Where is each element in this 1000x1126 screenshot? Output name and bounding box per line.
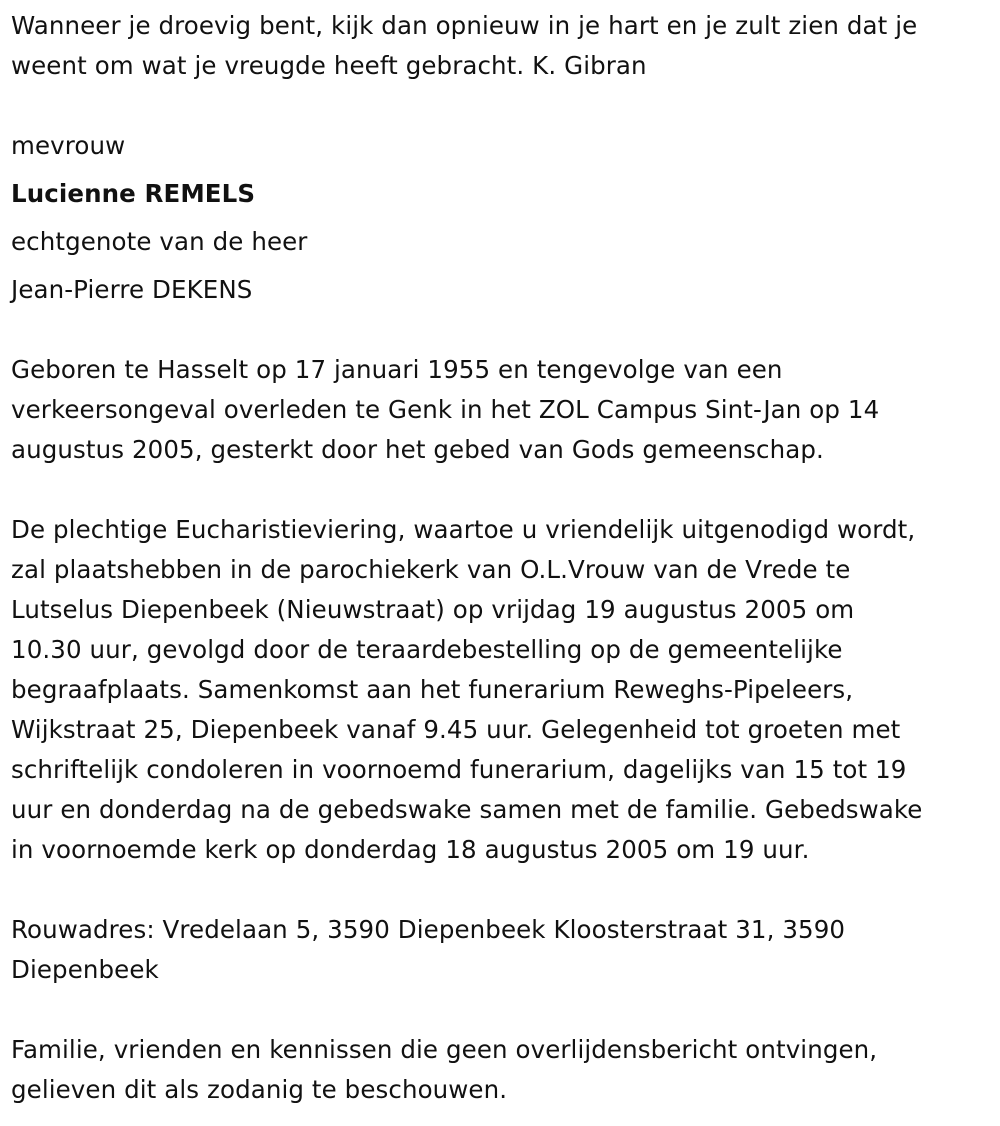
deceased-name: Lucienne REMELS (11, 179, 256, 208)
deceased-title: mevrouw (11, 131, 126, 160)
closing-paragraph (11, 1030, 877, 1110)
quote-line-2: weent om wat je vreugde heeft gebracht. K. Gibran (11, 51, 647, 80)
ceremony-line-8: uur en donderdag na de gebedswake samen met de familie. Gebedswake (11, 795, 923, 824)
ceremony-line-9: in voornoemde kerk op donderdag 18 augustus 2005 om 19 uur. (11, 835, 810, 864)
mourning-address-paragraph (11, 910, 845, 990)
ceremony-line-6: Wijkstraat 25, Diepenbeek vanaf 9.45 uur. Gelegenheid tot groeten met (11, 715, 901, 744)
closing-line-2: gelieven dit als zodanig te beschouwen. (11, 1075, 508, 1104)
ceremony-line-1: De plechtige Eucharistieviering, waartoe u vriendelijk uitgenodigd wordt, (11, 515, 916, 544)
spouse-name: Jean-Pierre DEKENS (11, 275, 253, 304)
ceremony-line-2: zal plaatshebben in de parochiekerk van O.L.Vrouw van de Vrede te (11, 555, 851, 584)
address-line-2: Diepenbeek (11, 955, 159, 984)
closing-line-1: Familie, vrienden en kennissen die geen overlijdensbericht ontvingen, (11, 1035, 878, 1064)
opening-quote (11, 6, 917, 86)
relation-text: echtgenote van de heer (11, 227, 308, 256)
address-line-1: Rouwadres: Vredelaan 5, 3590 Diepenbeek Kloosterstraat 31, 3590 (11, 915, 846, 944)
ceremony-paragraph (11, 510, 922, 870)
ceremony-line-4: 10.30 uur, gevolgd door de teraardebestelling op de gemeentelijke (11, 635, 843, 664)
birth-death-paragraph (11, 350, 879, 470)
birth-death-line-3: augustus 2005, gesterkt door het gebed van Gods gemeenschap. (11, 435, 824, 464)
birth-death-line-2: verkeersongeval overleden te Genk in het ZOL Campus Sint-Jan op 14 (11, 395, 880, 424)
quote-line-1: Wanneer je droevig bent, kijk dan opnieuw in je hart en je zult zien dat je (11, 11, 918, 40)
ceremony-line-3: Lutselus Diepenbeek (Nieuwstraat) op vrijdag 19 augustus 2005 om (11, 595, 855, 624)
ceremony-line-7: schriftelijk condoleren in voornoemd funerarium, dagelijks van 15 tot 19 (11, 755, 907, 784)
ceremony-line-5: begraafplaats. Samenkomst aan het funerarium Reweghs-Pipeleers, (11, 675, 854, 704)
birth-death-line-1: Geboren te Hasselt op 17 januari 1955 en tengevolge van een (11, 355, 783, 384)
